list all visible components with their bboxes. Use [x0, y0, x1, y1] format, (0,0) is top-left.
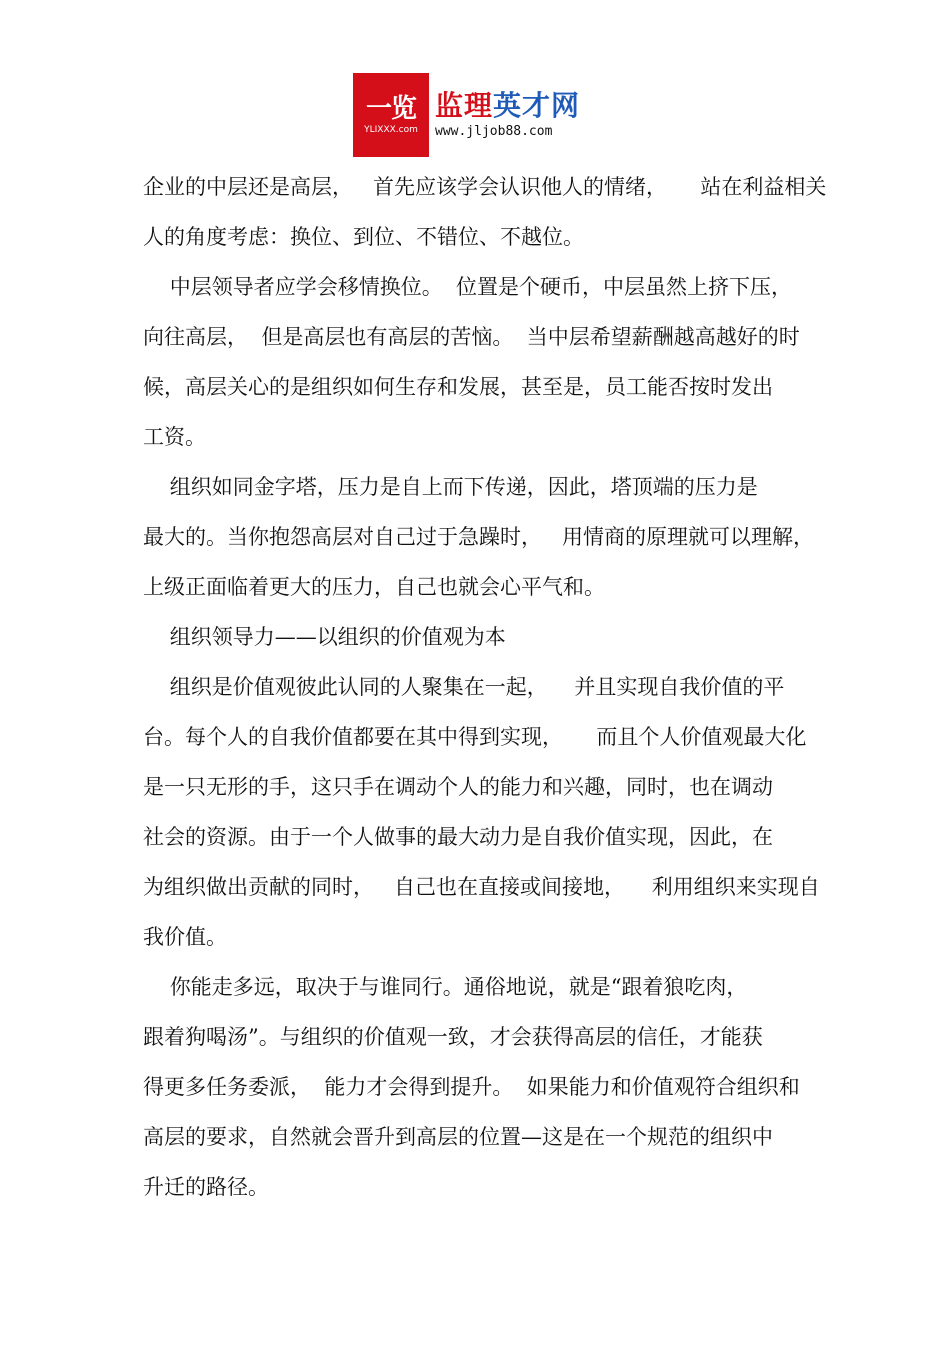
logo-title-blue: 英才网	[493, 89, 581, 122]
text-line: 组织如同金字塔，压力是自上而下传递，因此，塔顶端的压力是	[143, 475, 758, 499]
text-line: 组织是价值观彼此认同的人聚集在一起， 并且实现自我价值的平	[143, 675, 785, 699]
logo-mark-icon	[353, 73, 429, 157]
text-line: 最大的。当你抱怨高层对自己过于急躁时， 用情商的原理就可以理解，	[143, 525, 815, 549]
text-line: 中层领导者应学会移情换位。 位置是个硬币，中层虽然上挤下压，	[143, 275, 793, 299]
text-line: 人的角度考虑：换位、到位、不错位、不越位。	[143, 225, 584, 249]
text-line: 社会的资源。由于一个人做事的最大动力是自我价值实现，因此，在	[143, 825, 773, 849]
text-line: 为组织做出贡献的同时， 自己也在直接或间接地， 利用组织来实现自	[143, 875, 820, 899]
logo-title-red: 监理	[435, 89, 494, 122]
text-line: 上级正面临着更大的压力，自己也就会心平气和。	[143, 575, 605, 599]
text-line: 企业的中层还是高层， 首先应该学会认识他人的情绪， 站在利益相关	[143, 175, 827, 199]
body-text	[143, 162, 827, 1212]
logo-title	[435, 89, 593, 123]
text-line: 高层的要求，自然就会晋升到高层的位置—这是在一个规范的组织中	[143, 1125, 773, 1149]
text-line: 向往高层， 但是高层也有高层的苦恼。 当中层希望薪酬越高越好的时	[143, 325, 800, 349]
site-logo	[353, 73, 593, 157]
text-line: 是一只无形的手，这只手在调动个人的能力和兴趣，同时，也在调动	[143, 775, 773, 799]
text-line: 跟着狗喝汤”。与组织的价值观一致，才会获得高层的信任，才能获	[143, 1025, 763, 1049]
text-line: 得更多任务委派， 能力才会得到提升。 如果能力和价值观符合组织和	[143, 1075, 800, 1099]
text-line: 台。每个人的自我价值都要在其中得到实现， 而且个人价值观最大化	[143, 725, 807, 749]
logo-mark-text: 一览	[365, 94, 416, 124]
section-heading: 组织领导力——以组织的价值观为本	[143, 625, 506, 649]
text-line: 升迁的路径。	[143, 1175, 269, 1199]
text-line: 工资。	[143, 425, 206, 449]
text-line: 我价值。	[143, 925, 227, 949]
logo-mark-sub: YLIXXX.com	[364, 125, 418, 135]
text-line: 你能走多远，取决于与谁同行。通俗地说，就是“跟着狼吃肉，	[143, 975, 748, 999]
text-line: 候，高层关心的是组织如何生存和发展，甚至是，员工能否按时发出	[143, 375, 773, 399]
logo-url: www.jljob88.com	[435, 124, 553, 139]
logo-text	[429, 73, 593, 157]
